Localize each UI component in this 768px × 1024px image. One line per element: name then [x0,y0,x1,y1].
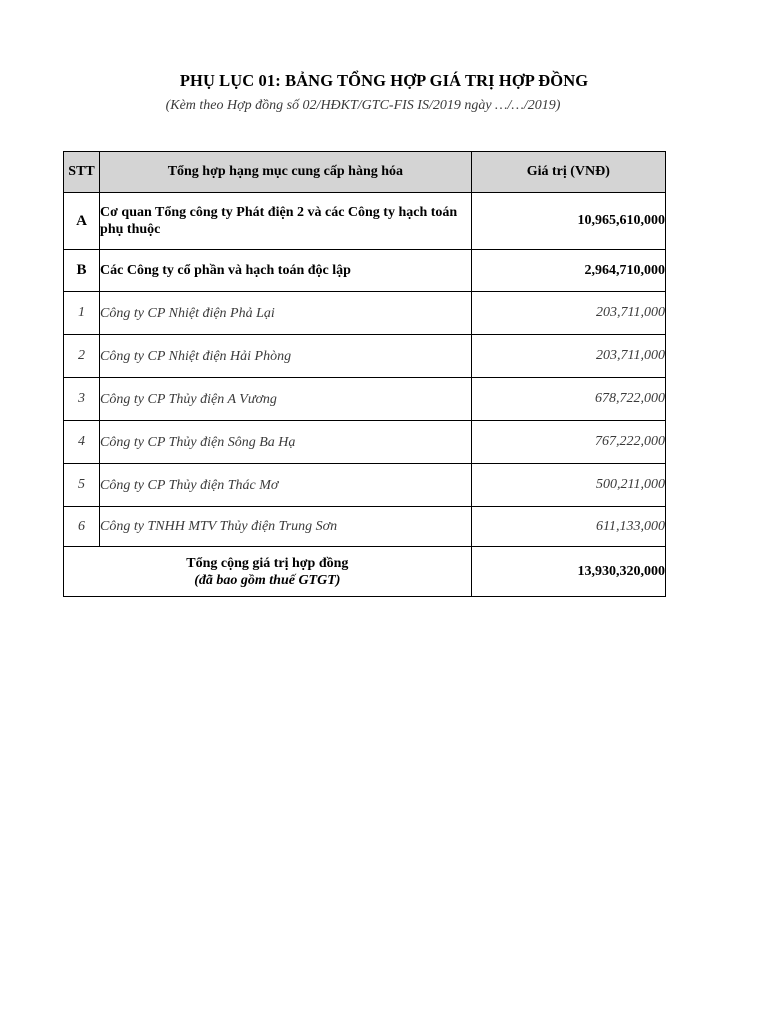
header-item: Tổng hợp hạng mục cung cấp hàng hóa [100,152,472,193]
table-row [64,421,666,464]
row-stt: 5 [64,464,100,507]
table-row [64,292,666,335]
total-value: 13,930,320,000 [471,547,665,597]
row-value: 678,722,000 [471,378,665,421]
header-value: Giá trị (VNĐ) [471,152,665,193]
appendix-title: PHỤ LỤC 01: BẢNG TỔNG HỢP GIÁ TRỊ HỢP ĐỒNG [179,71,589,90]
table-row [64,507,666,547]
table-row [64,250,666,292]
row-stt: 6 [64,507,100,547]
table-row [64,378,666,421]
row-item: Công ty CP Thủy điện Thác Mơ [100,464,472,507]
row-value: 611,133,000 [471,507,665,547]
appendix-subtitle: (Kèm theo Hợp đồng số 02/HĐKT/GTC-FIS IS/2019 ngày …/…/2019) [165,98,561,113]
row-item: Công ty TNHH MTV Thủy điện Trung Sơn [100,507,472,547]
row-stt: 2 [64,335,100,378]
row-value: 2,964,710,000 [471,250,665,292]
row-item: Công ty CP Thủy điện A Vương [100,378,472,421]
table-header-row [64,152,666,193]
row-stt: 3 [64,378,100,421]
total-row [64,547,666,597]
table-row [64,193,666,250]
header-stt: STT [64,152,100,193]
contract-summary-table [63,151,666,597]
row-value: 767,222,000 [471,421,665,464]
total-note: (đã bao gồm thuế GTGT) [194,572,341,588]
table-row [64,464,666,507]
row-item: Các Công ty cổ phần và hạch toán độc lập [100,250,472,292]
total-label-cell [64,547,472,597]
row-value: 203,711,000 [471,292,665,335]
row-item: Công ty CP Thủy điện Sông Ba Hạ [100,421,472,464]
total-label: Tổng cộng giá trị hợp đồng [186,555,349,571]
row-item: Cơ quan Tổng công ty Phát điện 2 và các Công ty hạch toán phụ thuộc [100,193,472,250]
row-stt: 1 [64,292,100,335]
row-stt: A [64,193,100,250]
row-stt: B [64,250,100,292]
row-item: Công ty CP Nhiệt điện Phả Lại [100,292,472,335]
row-item: Công ty CP Nhiệt điện Hải Phòng [100,335,472,378]
row-value: 10,965,610,000 [471,193,665,250]
row-value: 203,711,000 [471,335,665,378]
table-row [64,335,666,378]
row-value: 500,211,000 [471,464,665,507]
row-stt: 4 [64,421,100,464]
